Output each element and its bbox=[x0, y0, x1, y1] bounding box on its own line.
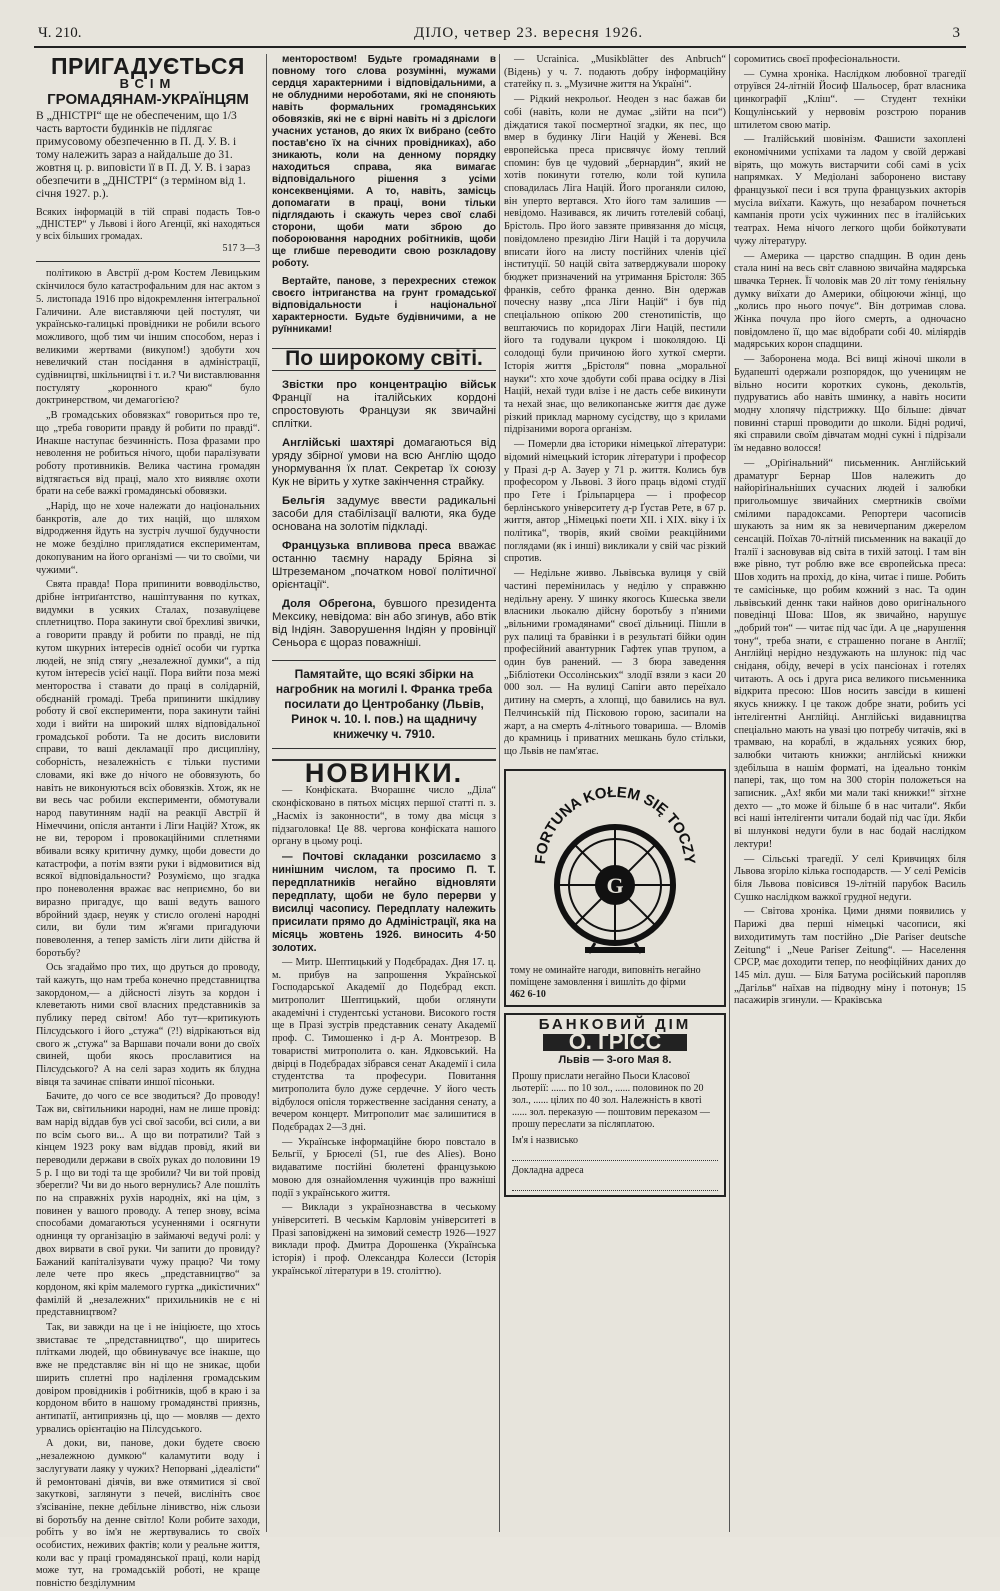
bank-form-name-line bbox=[512, 1147, 718, 1161]
section-header-news: НОВИНКИ. bbox=[272, 759, 496, 780]
column-3 bbox=[504, 54, 726, 1532]
bank-name: О. ҐРІСС bbox=[543, 1034, 688, 1051]
article-paragraph: „В громадських обовязках“ говориться про те, що „треба говорити правду й робити по правді“. Инакше наступає безчинність. Поза фразами про неволення не робиться нічого, щоби паралізувати роботу противників. Велика частина громадян відтягається від праці, мало хто виявляє охоти брати на себе важкі громадянські обовязки. bbox=[36, 410, 260, 498]
masthead bbox=[34, 22, 966, 48]
article-ending: Вертайте, панове, з перехресних стежок своєго інтриганства на грунт громадської відповідальности і національної характерности. Будьте будівничими, а не руїнниками! bbox=[272, 276, 496, 335]
world-text: домагаються від уряду збірної умови на всю Англію щодо унормування їх плат. Секретар їх союзу Кук не вірить у хутке закінчення страйку. bbox=[272, 436, 496, 488]
bank-order-form: Прошу прислати негайно Пьоси Класової льотерії: ...... по 10 зол., ...... половинок по 20 зол., ...... цілих по 40 зол. Належність в квоті ...... зол. переказую — поштовим переказом — прошу переслати за післяплатою. bbox=[512, 1070, 710, 1130]
world-lead: Французька впливова преса bbox=[282, 539, 451, 552]
lottery-advertisement bbox=[504, 769, 726, 1007]
news-item: — Митр. Шептицький у Подєбрадах. Дня 17. ц. м. прибув на запрошення Української Господарської Академії до Подєбрад експ. митрополит Шептицький, щоби оглянути академічні і студентські установи. Високого гостя ще в Празі зустрів представник сенату Академії проф. С. Тимошенко і д-р А. Монтрезор. В товаристві митрополита о. кан. Ядковський. На двірці в Подєбрадах зібрався сенат Академії і сила студентства та професури. Повитання митрополита було дуже сердечне. У його честь відбулося опісля торжественне засідання сенату, а вечером концерт. Митрополит має залишитися в Подєбрадах 2—3 дні. bbox=[272, 956, 496, 1134]
column-4 bbox=[734, 54, 966, 1532]
world-lead: Доля Обрегона, bbox=[282, 597, 376, 610]
fortune-slogan: FORTUNA KOŁEM SIĘ TOCZY bbox=[531, 783, 699, 865]
ad-body: В „ДНІСТРІ“ ще не обеспеченим, що 1/3 часть вартости будинків не підлягає примусовому обезпеченню в П. Д. У. В. і тому належить зараз а найдальше до 31. жовтня ц. р. виповісти її в П. Д. У. В. і зараз обезпечити в „ДНІСТРІ“ (з терміном від 1. січня 1927. р.). bbox=[36, 109, 251, 200]
world-text: бувшого президента Мексику, невідома: він або згинув, або втік від Індіян. Заворушення Індіян у провінції Сеньора є щораз поважніші. bbox=[272, 597, 496, 649]
bank-advertisement bbox=[504, 1013, 726, 1197]
world-news-item bbox=[272, 495, 496, 534]
section-header-world: По широкому світі. bbox=[272, 348, 496, 371]
fortune-wheel-illustration bbox=[515, 775, 715, 965]
ad-code: 517 3—3 bbox=[222, 242, 260, 254]
bank-form-address-line bbox=[512, 1177, 718, 1191]
news-item: — Італійський шовінізм. Фашисти захоплені економічними успіхами та ладом у своїй державі вірять, що можуть вистарчити собі самі в усіх напрямках. У Медіолані заборонено виставу французької песи і вся трупа французьких акторів мусіла виїхати. Кажуть, що незабаром почнеться кампанія проти усіх чужинних пєс в італійських театрах. Нема нічого легкого щоби бойкотувати чужу літературу. bbox=[734, 134, 966, 247]
news-item: — Світова хроніка. Цими днями появились у Парижі два перші німецькі часописи, які виходитимуть там постійно „Die Pariser deutsche Zeitung“ і „Neue Pariser Zeitung“. — Населення СРСР, має доходити тепер, по неофіційних даних до 145 міл. душ. — Біля Батума російський паропляв „Дагільв“ наїхав на підводну міну і потонув; 15 пасажирів згинули. — Краківська bbox=[734, 906, 966, 1007]
article-paragraph: Свята правда! Пора припинити вовводільство, дрібне інтриґантство, нашіптування по кутках, видумки в усяких Сталах, позавуліцеве сплетництво. Пора закинути свої брехливі звички, а говорити правду й робити по правді, не під кутом шкурних інтересів однієї особи чи гуртка людей, не зпід стягу „незалежної думки“, а під кутом інтересів усієї нації. Пора вийти поза межі ментороства і ставати до праці в солідарній, обєднаній громаді. Треба припинити шкідливу роботу й свої експерименти, пора закинути тайні ходи і вийти на широкий шлях відповідальної громадської роботи. Та не досить висловити справи, то ваші декламації про дисципліну, соборність, незалежність є тільки пустими словами, які вже до нічого не обовязують, бо навіть не виконуються всіх обовязків. Хтож, як не ви весь час робили експерименти, обмотували народ павутинням надії на реакції Австрії й Німеччини, опісля антанти і Ліги Націй? Хтож, як не ви, терором і провокаційними сплетнями вбивали всяку критичну думку, щоби довести до катастрофи, а потім взяти руки і відмовитися від всякої відповідальности? Розуміємо, що згадка про поневолення вражає вас неприємно, бо ви виразно пригадує, що ваші ведуть вашого вбройний здаєр, неуяк у стисло оголені народні сили, ви були тим ж'ягами пригадуючи повеволення, а тепер замість ліги лити дійства й боротьбу? bbox=[36, 579, 260, 959]
world-text: задумує ввести радикальні засоби для стабілізації валюти, яка буде основана на золотім підкладі. bbox=[272, 494, 496, 533]
fortune-letter: G bbox=[606, 872, 624, 898]
world-text: Франції на італійських кордоні спростовують Французи як звичайні сплітки. bbox=[272, 391, 496, 430]
article-paragraph: Ось згадаймо про тих, що друться до проводу, тай кажуть, що нам треба конечно представництва закордоном,— а дійсності лізуть за кордон і клеветають ними свої власних представників за публику перед світом! Або тут—критикують Пілсудського і його „стужа“ (?!) відрікаються від свого ж „стужа“ за Варшави почали вони до своїх свиней, щоби якось прославитися на Пілсудського? А на селі зараз ходить як блудна вівця та зачинає співати иншої пісоньки. bbox=[36, 962, 260, 1088]
franko-monument-notice: Памятайте, що всякі збірки на нагробник на могилі І. Франка треба посилати до Центробанку (Львів, Ринок ч. 10. І. пов.) на щадничу книжечку ч. 7910. bbox=[272, 660, 496, 749]
column-rule bbox=[499, 54, 500, 1532]
article-continuation: ментороством! Будьте громадянами в повному того слова розумінні, мужами сердця характерними і відповідальними, а не облудними нероботами, які не споняють навіть формальних громадянських обовязків, які не є вірні навіть ні з дріслоги учасних установ, до яких їх вибрано (себто постав'єно їх на січних провідниках), або зникають, коли на денному порядку находиться справа, яка вимагає відповідального рішення з усіми консеквенціями. А то, навіть, замісць допомагати в праці, вони тільки підглядають і скажуть через свої слабі сторони, щоби мати зброю до побороювання народних робітників, щоби ще глибше переводити свою розкладову роботу. bbox=[272, 54, 496, 269]
news-item: — Заборонена мода. Всі вищі жіночі школи в Будапешті одержали розпорядок, що ученицям не вільно носити коротких суконь, декольтів, пудруватись або навіть шминку, а навіть носити модну хлопячу підстрижку. Що більше: дівчат повинні старші проводити до школи. Бідні родичі, які справили своїм дівчатам модні сукні і підрізали їм недавно волосся! bbox=[734, 354, 966, 455]
column-rule bbox=[266, 54, 267, 1532]
issue-number: Ч. 210. bbox=[38, 25, 82, 41]
masthead-title: ДІЛО, четвер 23. вересня 1926. bbox=[414, 25, 644, 41]
news-item: — Недільне живво. Львівська вулиця у свій частині перемінилась у неділю у справжню недільну арену. У шинку якогось Кшеська звели власники льокалю дійсну боротьбу з п'яними „вільними громадянами“ своєї дільниці. Пішли в рух палиці та бравінки і в результаті бійки один професійний авантурник Гафтек упав трупом, а один був ранений. — З бюра заведення „Бібліотеки Оссолінських“ злодії взяли з каси 20 000 зол. — На вулиці Сапіги авто переїхало дитину на смерть, а хлопці, що бавились на вул. Пелчинській під Пісковою горою, засипали на жарт, а на смерть 4-літнього товариша. — Вломів до крамниць і приватних мешкань було стільки, що Львів не пам'ятає. bbox=[504, 568, 726, 757]
news-item: — Ucrainica. „Musikblätter des Anbruch“ (Відень) у ч. 7. подають добру інформаційну статейку п. з. „Музичне життя на Україні“. bbox=[504, 54, 726, 91]
world-news-item bbox=[272, 540, 496, 592]
ad-subtitle-2: ГРОМАДЯНАМ-УКРАЇНЦЯМ bbox=[47, 90, 249, 108]
news-item: — Сільські трагедії. У селі Кривчицях біля Львова згоріло кілька господарств. — У селі Ремісів біля Львова повісився 19-літній парубок Василь Сушко наслідком важкої грудної недуги. bbox=[734, 853, 966, 903]
article-paragraph: А доки, ви, панове, доки будете своєю „незалежною думкою“ каламутити воду і заслугувати лаяку у чужих? Непорвані „ідеалісти“ й ремонтовані діячів, ви вже отямитися зі свої закуткові, заглянути з печей, вислініть своє з'ясіваніне, пекне дебільне лінивство, ніж сльози ві боротьбу на денне світло! Коли робите заходи, робіть у во ім'я не жертвувались то своїх особистих, неживих фактів; коли у реальне життя, коли вас у праці громадянської праці, коли нарід може тут, на громадській роботі, не краще повністю безділумним bbox=[36, 1438, 260, 1590]
news-item: — „Оріґінальний“ письменник. Англійський драматург Бернар Шов належить до найоріґінальніших сучасних людей і залюбки пригольомшує звичайних смертників своїми смілими парадоксами. Репортери часописів шукають за ним як за невичерпаним джерелом сенсацій. Поїхав 70-літній письменник на вакації до Італії і засновував від світа в тихій затоці. І там він вже рівно, тут роблю вже все європейська преса: Шов ходить на прохід, до кіна, читає і пише. Робить те самісіньке, що робим кожний з нас. Та один львівський деннк таки найнов дово оригінального поведінці Шова: Шов, як звичайно, нарушує „добрий тон“ — читає під час їди. А це „нарушення тону“, треба знати, є страшенно погане в Англії; Англійці нерідно нездужають на шлунок: під час сніданя, обіду, вечері в усіх пансіонах і готелях читають. А ось і друга риса великого письменника відкрита пресою: Шов носить завсіди в кишені якусь книжку. І це також добре знати, робить усі інтелігентні Англійці. Англійські видавництва спеціально мають на увазі цю потребу читачів, які в трамваю, на кораблі, в ждальнях усяких бюр, залюбки читають книжки; англійські книжки здебільша в нашім форматі, на ідеально тонкім папері, так, що том на 300 сторін положеться на записник. „Ах! якби ми мали такі книжки!“ зітхне дехто — „то може й більше б в нас читали“. Якби всі наші інтелігенти читали бодай під час їди. Якби ві шлункові недуги були в нас бодай наслідком лектури! bbox=[734, 457, 966, 850]
ad-title: ПРИГАДУЄТЬСЯ bbox=[51, 53, 245, 79]
news-item: — Українське інформаційне бюро повстало в Бельгії, у Брюселі (51, rue des Alies). Воно видаватиме постійні бюлетені французькою мовою для ознайомлення чужинців про важніші події з українського життя. bbox=[272, 1136, 496, 1199]
article-paragraph: Бачите, до чого се все зводиться? До проводу! Таж ви, світильники народні, нам не лише провід: вам нарід віддав був усі свої засоби, всі сили, а ви по всім сього ви... А що ви потратили? Тай з кінцем 1923 року вам віддав провід, який ви переводили держави в своїх руках до половини 19 5 р. І що ви тоді та ще зробили? Чи ви той провід зберегли? Чи ви до нього вернулись? Але пошліть по на справжніх рухів народніх, які на цім, з повинен у вашого проводу. А тепер знову, всіма способами домагаються усуненнями і осягнути однинця ту організацію в займаючі ведучі ролі: у двох вирвати в свої руки. Чи запити до провиду? Бажаний капіталізувати чужу працю? Чи тому леле чете про якесь „представництво“ за кордоном, які крім малемого гуртка „дикістичних“ фамілій й „незалежних“ прихильників не є ні представництвом? bbox=[36, 1091, 260, 1319]
world-lead: Бельгія bbox=[282, 494, 325, 507]
news-item: — Виклади з українознавства в чеському університеті. В чеськім Карловім університеті в Празі заповіджені на зимовий семестр 1926—1927 виклади проф. Дмитра Дорошенка (Українська історія) і проф. Олександра Колесси (Історія української літератури в 19. століттю). bbox=[272, 1202, 496, 1277]
world-news-item bbox=[272, 379, 496, 431]
world-lead: Англійські шахтярі bbox=[282, 436, 395, 449]
world-text: вважає останню таємну нараду Бріяна зі Штреземаном „початком нової політичної орієнтації“. bbox=[272, 539, 496, 591]
world-news-item bbox=[272, 598, 496, 650]
ad-subtitle: ВСІМ bbox=[119, 76, 177, 91]
news-item: — Сумна хроніка. Наслідком любовної трагедії отруївся 24-літній Йосиф Шальосер, брат власника цинкографії „Кліш“. — Студент техніки Кощулінський у нервовім розстрою поранив штилетом свою матір. bbox=[734, 68, 966, 131]
column-rule bbox=[729, 54, 730, 1532]
news-item: — Померли два історики німецької літератури: відомий німецький історик літератури і професор у Празі д-р А. Зауер у 71 р. життя. Колись був професором у Львові. З його праць відомі студії про Гете і Ґрільпарцера — і професор берлінського університету д-р Ґустав Рете, в 67 р. життя, автор „Німецькі поети ХІІ. і ХІХ. віку і їх політика“, творів, який своїми реакційними поглядами (як і инші) викликали у свій час різкий спротив. bbox=[504, 439, 726, 565]
bank-form-address-label: Докладна адреса bbox=[512, 1164, 584, 1176]
fortune-code: 462 6-10 bbox=[510, 988, 546, 1000]
news-item: — Конфіската. Вчорашнє число „Діла“ сконфісковано в пятьох місцях першої статті п. з. „Насміх із законности“, в тому два місця з підзаголовка! Це 88. чергова конфіската нашого органу в цьому році. bbox=[272, 785, 496, 848]
article-continuation: соромитись своєї професіональности. bbox=[734, 54, 901, 65]
world-news-item bbox=[272, 437, 496, 489]
column-1 bbox=[36, 53, 260, 1590]
news-item: — Америка — царство спадщин. В один день стала нині на весь світ славною звичайна мадярська швачка Тернек. Її чоловік мав 20 літ тому ґеніяльну думку виїхати до Америки, обіцюючи жінці, що „колись про нього почує“. Він дотримав слова. Жінка почула про його смерть, а одночасно повідомлено її, що має відобрати собі 40. міліярдів мадярських корон спадщини. bbox=[734, 250, 966, 351]
ad-info: Всяких інформацій в тій справі подасть Тов-о „ДНІСТЕР“ у Львові і його Агенції, які находяться у всіх більших громадах. bbox=[36, 206, 260, 242]
article-paragraph: „Нарід, що не хоче належати до національних банкротів, але до тих націй, що шляхом відродження йдуть на зустріч лучшої будучности не може безділно приглядатися експериментам, докопуваним на його організмі — чи то своїми, чи чужими“. bbox=[36, 501, 260, 576]
column-2 bbox=[272, 54, 496, 1532]
news-item-subscription: — Почтові складанки розсилаємо з нинішним числом, та просимо П. Т. передплатників негайно відновляти передплату, щоби не було перерви у висилці часопису. Передплату належить присилати прямо до Адміністрації, яка на місяць жовтень 1926. виносить 4·50 золотих. bbox=[272, 850, 496, 954]
article-paragraph: політикою в Австрії д-ром Костем Левицьким скінчилося було катастрофальним для нас актом з 5. листопада 1916 про відокремлення інтегральної Галичини. Але виставляючи цей постулят, чи українсько-галицькі провідники не робили всього можливого, щоб тим чи іншим способом, нераз і великими жертвами (викупом!) здобути хоч невеличкий стан посідання в адміністрації, судівництві, шкільництві і т. и.? Чи виставлювання постуляту „коронного краю“ було доктринерством, чи демагогією? bbox=[36, 268, 260, 407]
article-paragraph: Так, ви завжди на це і не ініціюєте, що хтось звиставає те „представництво“, що ширитесь плітками людей, що обвинувачує все інакше, що вже не представляє він ні що не зникає, щоби ширить сплетні про наділення громадським довіром провідників і робітників, щоб в краю і за кордоном вбито в нашому громадянстві приязнь, антипатії, антиприязнь ці, що — мовляв — дехто урвались орієнтацію на Пілсудського. bbox=[36, 1322, 260, 1435]
bank-form-name-label: Ім'я і назвисько bbox=[512, 1134, 579, 1146]
page-number: 3 bbox=[952, 25, 960, 41]
dnister-advertisement bbox=[36, 54, 260, 262]
news-item: — Рідкий некрольоґ. Неоден з нас бажав би собі (навіть, коли не думає „зійти на пси“) діждатися такої посмертної згадки, як пес, що вмер в будинку Ліги Націй у Женеві. Вся европейська преса присвячує йому теплий спомин: був це чудовий „бернардин“, який не хотів покинути готелю, коли той купила сповадилась Ліга Націй. Його проганяли силою, він уперто вертався. Хто його там залишив — невідомо. Називався, як личить готелевій собаці, Брістоль. Про його завзяте привязання до місця, повідомлено президію Ліги Націй і та доручила вписати його на листу постійних членів цієї інституції. 50 націй світа затверджували шороку бюджет призначений на утримання Брістоля: 365 франків, себто франка денно. Він одержав почесну назву „пса Ліги Націй“ і був під спеціальною опікою 200 стенотипістів, що вештаючись по коридорах Ліги Націй, пестили його та годували цукром і шоколядою. Ці солодощі були причиною його хуткої смерти. Історія життя „Брістоля“ повна „моральної науки“: хто хоче здобути собі права осідку в Лізі Націй, нехай туди влізе і не дасть себе викинути та нехай знає, що великопанське життя дає дуже різкий приклад марному сусідству, що з крилами підрізаними ворога організм. bbox=[504, 94, 726, 436]
bank-address: Львів — 3-ого Мая 8. bbox=[558, 1054, 672, 1067]
world-lead: Звістки про концентрацію військ bbox=[282, 378, 496, 391]
fortune-caption: тому не оминайте нагоди, виповніть негайно поміщене замовлення і вишліть до фірми bbox=[510, 964, 701, 988]
bank-title: БАНКОВИЙ ДІМ bbox=[538, 1015, 692, 1033]
